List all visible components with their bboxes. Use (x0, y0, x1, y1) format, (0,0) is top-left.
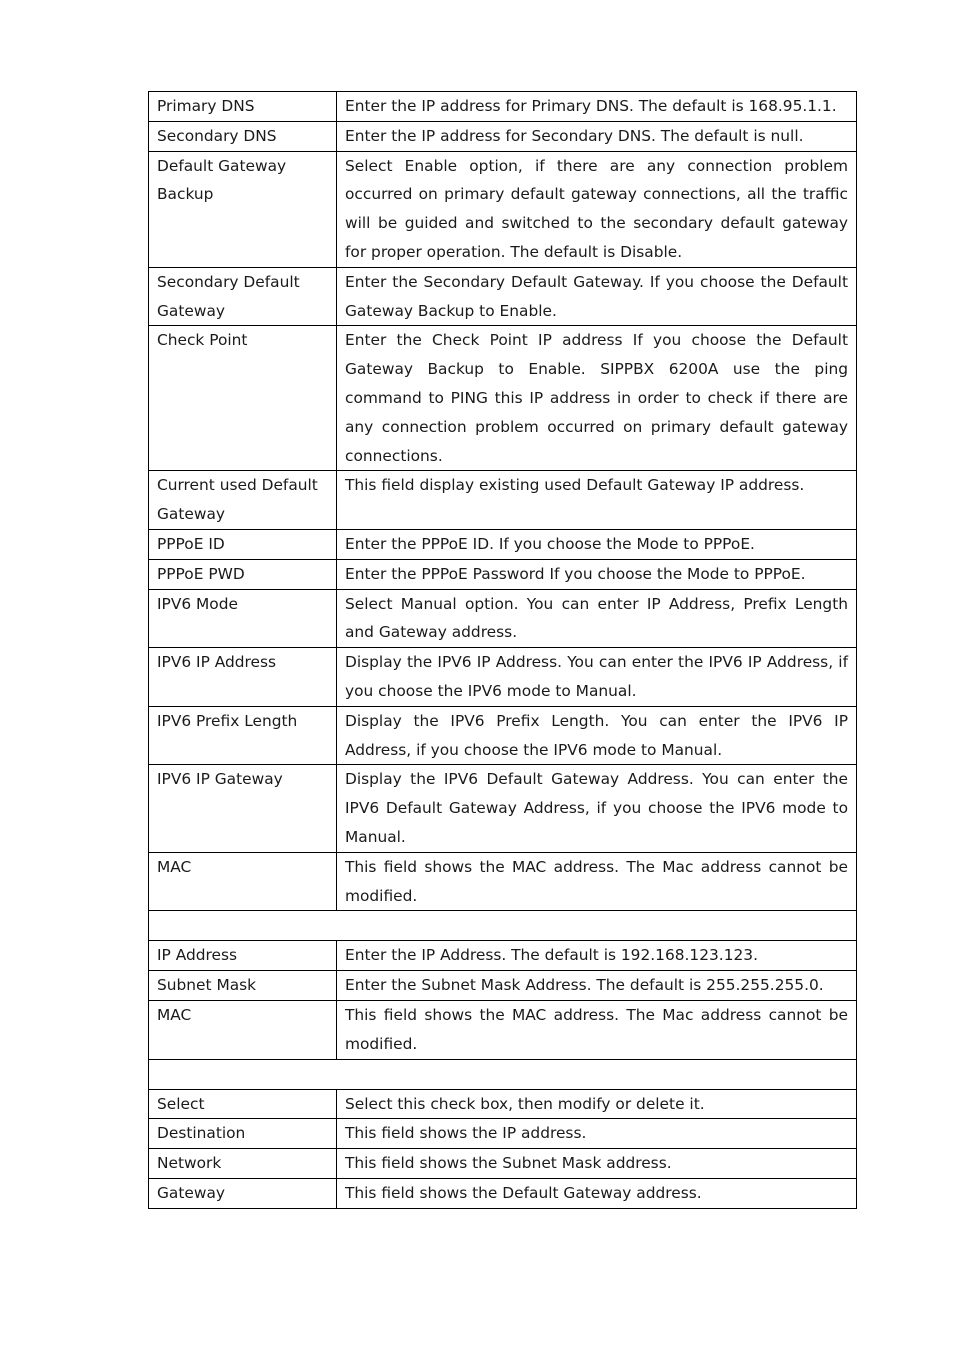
field-name-cell: MAC (149, 1000, 337, 1059)
table-row (149, 1149, 857, 1179)
table-row (149, 1000, 857, 1059)
table-row (149, 471, 857, 530)
field-description-cell: Enter the Secondary Default Gateway. If you choose the Default Gateway Backup to Enable. (337, 267, 857, 326)
empty-separator-cell (149, 911, 857, 941)
field-name-cell: Destination (149, 1119, 337, 1149)
field-description-cell: Display the IPV6 Prefix Length. You can enter the IPV6 IP Address, if you choose the IPV6 mode to Manual. (337, 706, 857, 765)
field-description-cell: Display the IPV6 Default Gateway Address. You can enter the IPV6 Default Gateway Address, if you choose the IPV6 mode to Manual. (337, 765, 857, 852)
field-name-cell: Default Gateway Backup (149, 151, 337, 267)
field-name-cell: IP Address (149, 941, 337, 971)
table-row (149, 92, 857, 122)
section-separator-row (149, 1059, 857, 1089)
field-description-cell: Select this check box, then modify or delete it. (337, 1089, 857, 1119)
field-name-cell: PPPoE PWD (149, 559, 337, 589)
field-description-cell: Enter the Subnet Mask Address. The default is 255.255.255.0. (337, 971, 857, 1001)
table-row (149, 941, 857, 971)
field-description-cell: Enter the PPPoE ID. If you choose the Mode to PPPoE. (337, 529, 857, 559)
table-row (149, 706, 857, 765)
table-row (149, 971, 857, 1001)
field-name-cell: Network (149, 1149, 337, 1179)
field-name-cell: Gateway (149, 1178, 337, 1208)
table-row (149, 151, 857, 267)
empty-separator-cell (149, 1059, 857, 1089)
table-row (149, 529, 857, 559)
table-row (149, 1119, 857, 1149)
field-description-cell: This field shows the MAC address. The Mac address cannot be modified. (337, 852, 857, 911)
field-name-cell: PPPoE ID (149, 529, 337, 559)
field-description-cell: This field shows the Subnet Mask address. (337, 1149, 857, 1179)
field-name-cell: MAC (149, 852, 337, 911)
table-row (149, 648, 857, 707)
field-description-cell: Select Enable option, if there are any connection problem occurred on primary default gateway connections, all the traffic will be guided and switched to the secondary default gateway for proper operation. The default is Disable. (337, 151, 857, 267)
table-row (149, 765, 857, 852)
field-description-cell: Display the IPV6 IP Address. You can enter the IPV6 IP Address, if you choose the IPV6 mode to Manual. (337, 648, 857, 707)
field-description-cell: This field display existing used Default Gateway IP address. (337, 471, 857, 530)
field-name-cell: IPV6 Prefix Length (149, 706, 337, 765)
field-description-cell: Enter the IP address for Secondary DNS. The default is null. (337, 121, 857, 151)
field-description-cell: Enter the IP Address. The default is 192.168.123.123. (337, 941, 857, 971)
field-name-cell: Primary DNS (149, 92, 337, 122)
field-description-table (148, 91, 857, 1209)
field-name-cell: Subnet Mask (149, 971, 337, 1001)
field-name-cell: IPV6 Mode (149, 589, 337, 648)
field-description-cell: This field shows the MAC address. The Mac address cannot be modified. (337, 1000, 857, 1059)
table-row (149, 326, 857, 471)
table-row (149, 121, 857, 151)
table-row (149, 267, 857, 326)
table-row (149, 559, 857, 589)
field-description-cell: Enter the PPPoE Password If you choose the Mode to PPPoE. (337, 559, 857, 589)
field-name-cell: Secondary Default Gateway (149, 267, 337, 326)
field-description-cell: Enter the Check Point IP address If you choose the Default Gateway Backup to Enable. SIPPBX 6200A use the ping command to PING this IP address in order to check if there are any connection problem occurred on primary default gateway connections. (337, 326, 857, 471)
field-description-cell: Enter the IP address for Primary DNS. The default is 168.95.1.1. (337, 92, 857, 122)
field-description-cell: This field shows the IP address. (337, 1119, 857, 1149)
table-row (149, 852, 857, 911)
field-description-cell: Select Manual option. You can enter IP Address, Prefix Length and Gateway address. (337, 589, 857, 648)
field-name-cell: Secondary DNS (149, 121, 337, 151)
field-name-cell: IPV6 IP Address (149, 648, 337, 707)
field-name-cell: Select (149, 1089, 337, 1119)
table-row (149, 1089, 857, 1119)
field-name-cell: IPV6 IP Gateway (149, 765, 337, 852)
field-description-cell: This field shows the Default Gateway address. (337, 1178, 857, 1208)
field-name-cell: Check Point (149, 326, 337, 471)
section-separator-row (149, 911, 857, 941)
field-name-cell: Current used Default Gateway (149, 471, 337, 530)
table-row (149, 1178, 857, 1208)
table-row (149, 589, 857, 648)
